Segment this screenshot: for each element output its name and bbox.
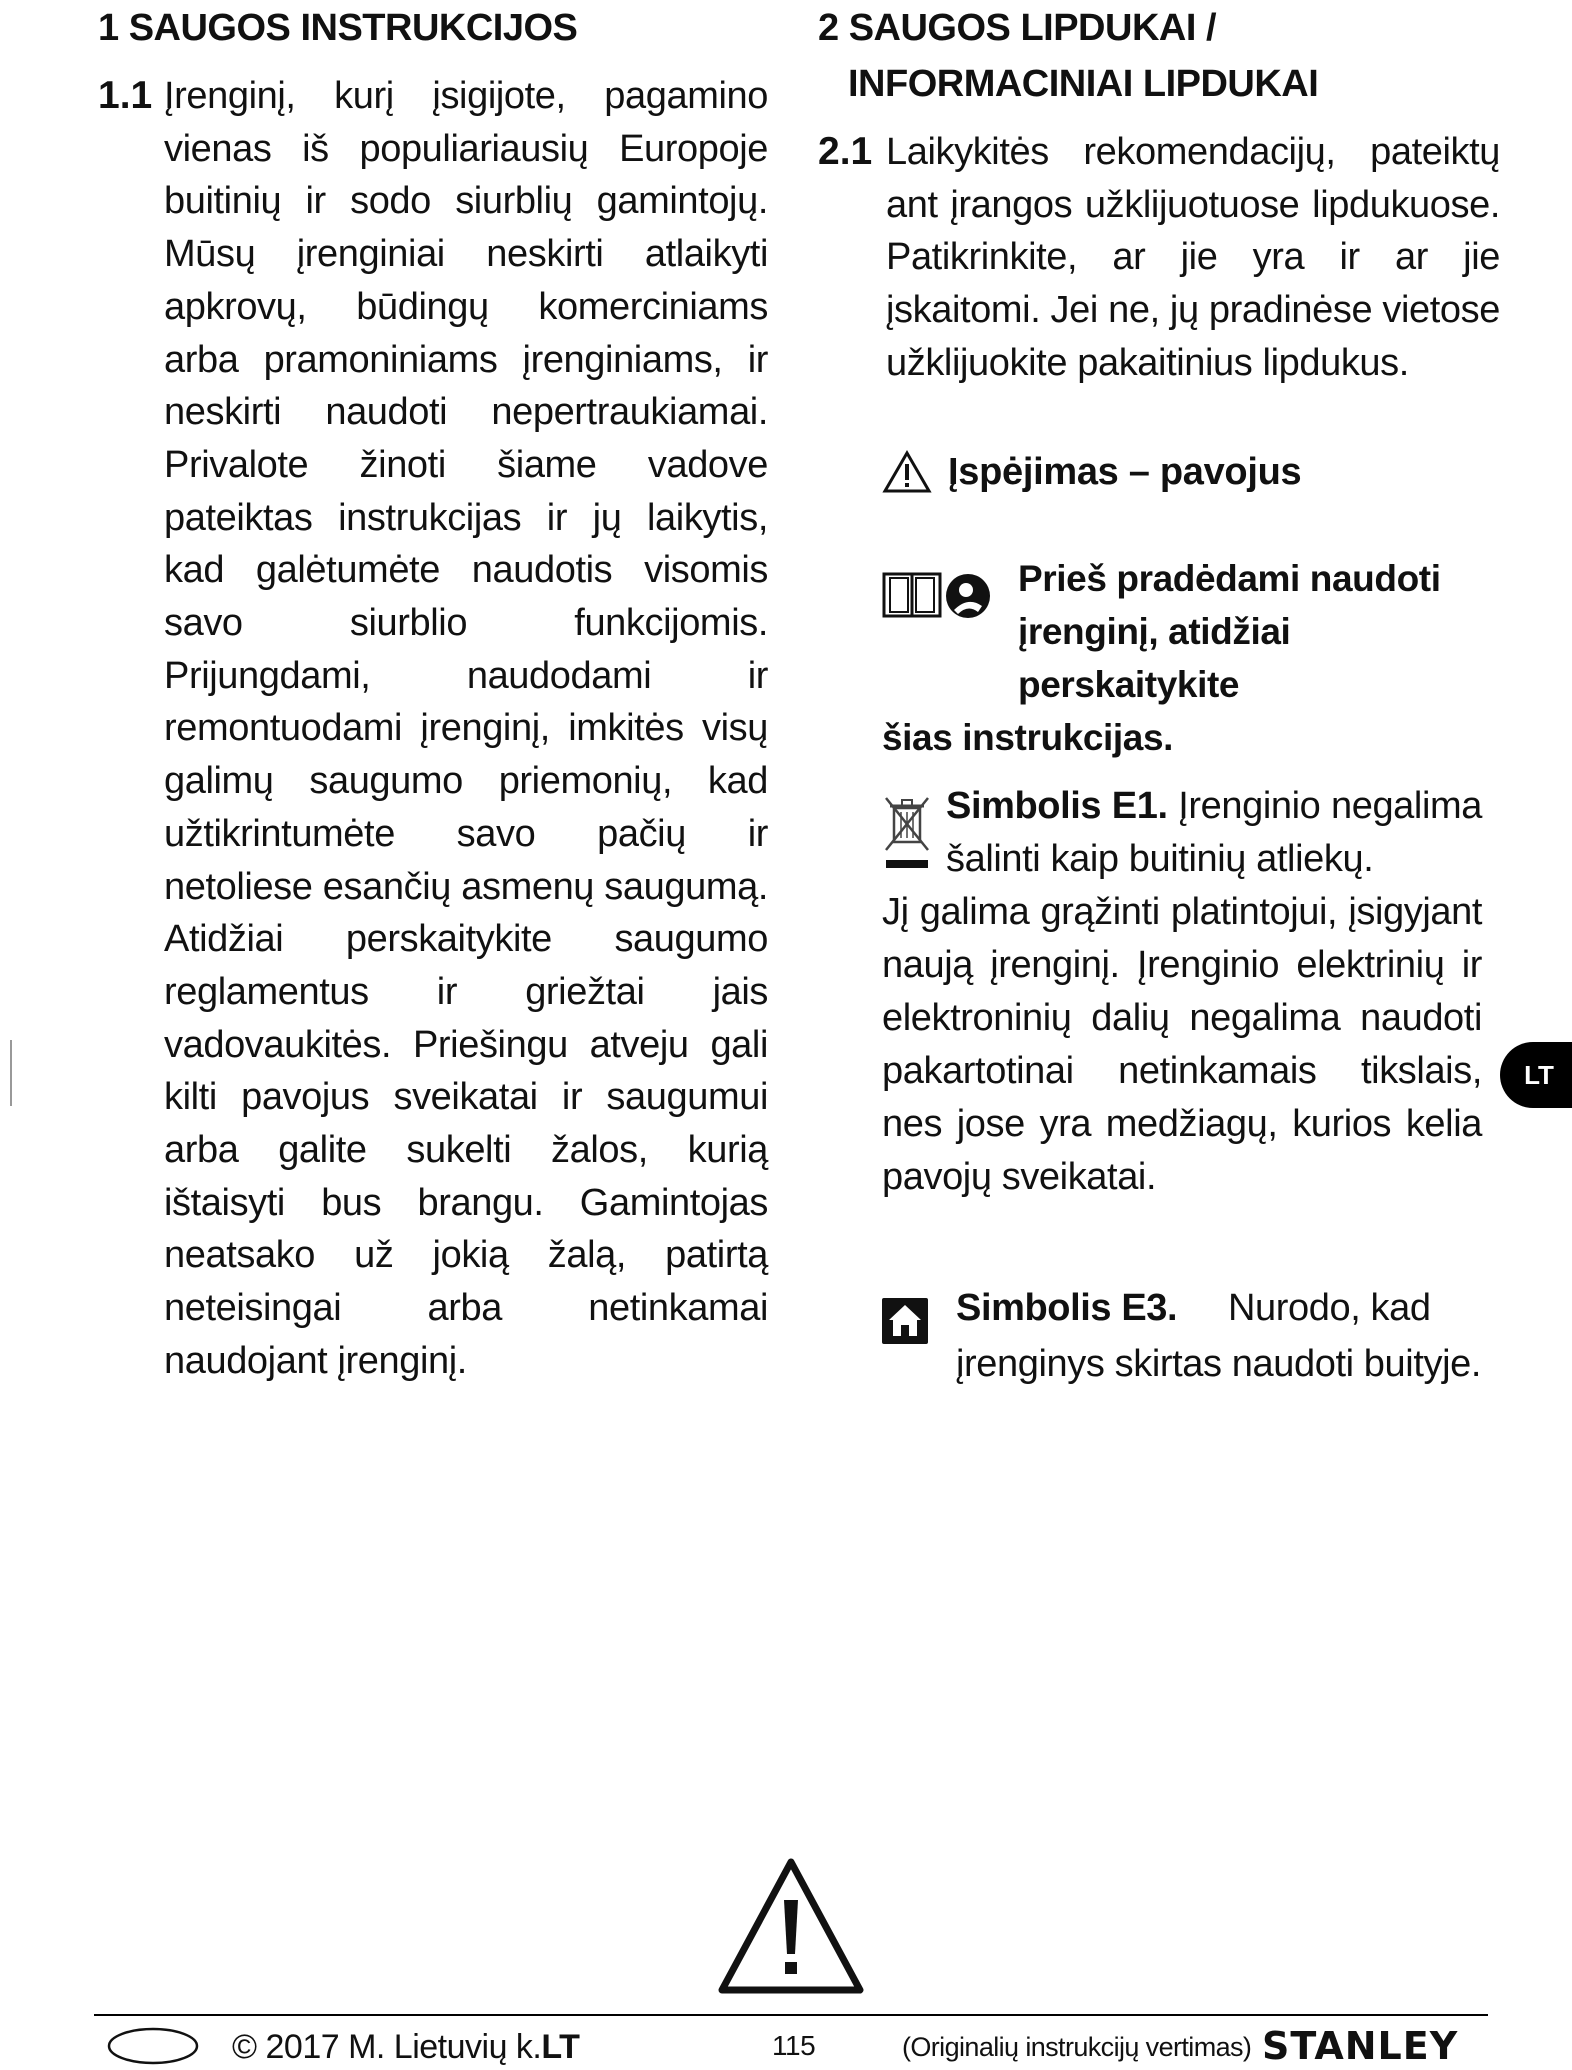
symbol-e3-block [882,1280,1482,1392]
symbol-e3-description: Nurodo, kad įrenginys skirtas naudoti buityje. [956,1287,1482,1385]
footer [0,2022,1572,2070]
oval-logo-icon [106,2026,200,2066]
crossed-bin-icon [882,794,932,874]
read-manual-icon [882,566,992,622]
warning-triangle-icon [882,450,932,494]
read-line-3: šias instrukcijas. [882,717,1174,758]
symbol-e3-title: Simbolis E3. [956,1287,1178,1329]
read-line-1: Prieš pradėdami naudoti [1018,558,1441,599]
paragraph-number: 2.1 [818,130,873,173]
paragraph-text: Įrenginį, kurį įsigijote, pagamino vienas iš populiariausių Europoje buitinių ir sodo siurblių gamintojų. Mūsų įrenginiai neskirti atlaikyti apkrovų, būdingų komerciniams arba pramoniniams įrenginiams, ir neskirti naudoti nepertraukiamai. Privalote žinoti šiame vadove pateiktas instrukcijas ir jų laikytis, kad galėtumėte naudotis visomis savo siurblio funkcijomis. Prijungdami, naudodami ir remontuodami įrenginį, imkitės visų galimų saugumo priemonių, kad užtikrintumėte savo pačių ir netoliese esančių asmenų saugumą. Atidžiai perskaitykite saugumo reglamentus ir griežtai jais vadovaukitės. Priešingu atveju gali kilti pavojus sveikatai ir saugumui arba galite sukelti žalos, kurią ištaisyti bus brangu. Gamintojas neatsako už jokią žalą, patirtą neteisingai arba netinkamai naudojant įrenginį. [164,75,768,1382]
symbol-e1-block [882,780,1482,1204]
section-2-heading-line1: 2 SAUGOS LIPDUKAI / [818,7,1216,49]
section-2-heading-line2: INFORMACINIAI LIPDUKAI [848,63,1319,105]
read-line-2: įrenginį, atidžiai perskaitykite [1018,611,1291,705]
symbol-e1-text [882,780,1482,1204]
symbol-e1-rest: Jį galima grąžinti platintojui, įsigyjant naują įrenginį. Įrenginio elektrinių ir elektroninių dalių negalima naudoti pakartotinai netinkamais tikslais, nes jose yra medžiagų, kurios kelia pavojų sveikatai. [882,891,1482,1198]
symbol-e1-lead [882,780,1482,886]
home-use-icon [882,1298,928,1344]
symbol-e1-lead-text: Įrenginio negalima šalinti kaip buitinių atliekų. [946,785,1482,880]
margin-marker [10,1040,12,1106]
paragraph-1-1 [98,70,778,1388]
section-2-heading [818,0,1498,112]
footer-rule [94,2014,1488,2016]
right-column [818,0,1498,390]
warning-label: Įspėjimas – pavojus [948,450,1302,493]
language-tab: LT [1500,1042,1572,1108]
page-number: 115 [772,2030,816,2061]
read-instructions-block [882,552,1482,764]
paragraph-text: Laikykitės rekomendacijų, pateiktų ant įrangos užklijuotuose lipdukuose. Patikrinkite, ar jie yra ir ar jie įskaitomi. Jei ne, jų pradinėse vietose užklijuokite pakaitinius lipdukus. [886,131,1500,384]
symbol-e1-title: Simbolis E1. [946,785,1168,827]
brand-logo: STANLEY [1262,2024,1459,2068]
paragraph-2-1 [818,126,1498,390]
section-1-heading: 1 SAUGOS INSTRUKCIJOS [98,7,578,49]
footer-copyright [232,2028,579,2067]
left-column [98,0,778,1388]
symbol-e3-text [882,1280,1482,1392]
paragraph-number: 1.1 [98,74,153,117]
large-warning-triangle-icon [716,1856,866,1996]
footer-copyright-text: © 2017 M. Lietuvių k. [232,2028,542,2066]
footer-copyright-lang: LT [541,2028,580,2066]
footer-translation-note: (Originalių instrukcijų vertimas) [902,2032,1252,2062]
warning-danger-row [882,442,1482,502]
